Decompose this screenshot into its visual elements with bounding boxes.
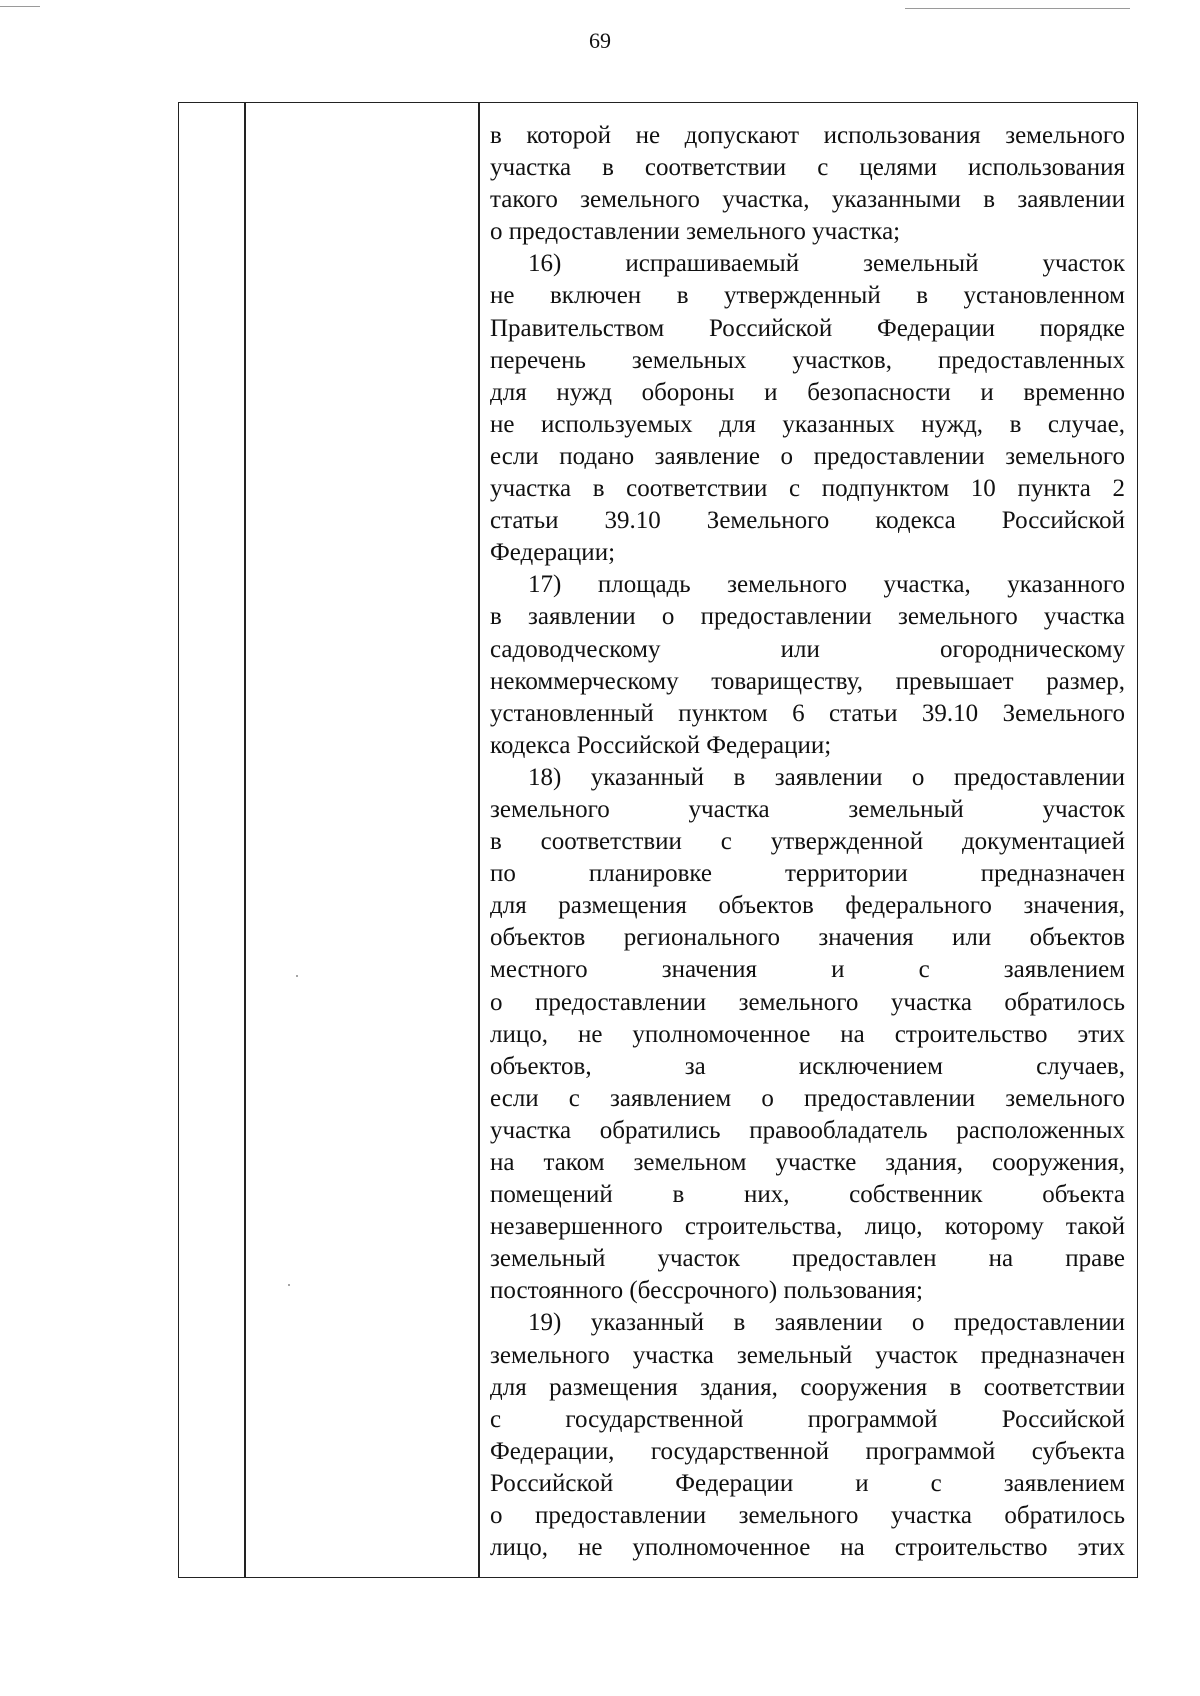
text-line: земельного участка земельный участок (490, 795, 1125, 823)
text-line: помещений в них, собственник объекта (490, 1181, 1125, 1209)
text-line: участка обратились правообладатель расположенных (490, 1116, 1125, 1144)
text-line: участка в соответствии с целями использования (490, 154, 1125, 182)
text-line: садоводческому или огородническому (490, 635, 1125, 663)
table-cell-text (490, 120, 1125, 1564)
text-line: по планировке территории предназначен (490, 860, 1125, 888)
text-line: не используемых для указанных нужд, в случае, (490, 410, 1125, 438)
text-line: не включен в утвержденный в установленном (490, 282, 1125, 310)
scan-artifact-top-right (905, 8, 1130, 9)
text-line: для размещения здания, сооружения в соответствии (490, 1373, 1125, 1401)
text-line: земельного участка земельный участок предназначен (490, 1341, 1125, 1369)
text-line: на таком земельном участке здания, сооружения, (490, 1149, 1125, 1176)
text-line: местного значения и с заявлением (490, 956, 1125, 984)
text-line: кодекса Российской Федерации; (490, 731, 832, 759)
text-line: Федерации, государственной программой субъекта (490, 1437, 1125, 1465)
scan-speck (296, 975, 298, 977)
text-line: лицо, не уполномоченное на строительство этих (490, 1534, 1125, 1562)
text-line: объектов регионального значения или объектов (490, 924, 1125, 952)
text-line: для нужд обороны и безопасности и временно (490, 378, 1125, 406)
text-line: если с заявлением о предоставлении земельного (490, 1084, 1125, 1112)
text-line: земельный участок предоставлен на праве (490, 1245, 1125, 1273)
text-line: такого земельного участка, указанными в заявлении (490, 186, 1125, 214)
text-line: о предоставлении земельного участка обратилось (490, 1502, 1125, 1530)
text-line: объектов, за исключением случаев, (490, 1052, 1125, 1080)
text-line: в заявлении о предоставлении земельного участка (490, 603, 1125, 631)
text-line: установленный пунктом 6 статьи 39.10 Земельного (490, 699, 1125, 727)
paragraph-18 (490, 762, 1125, 1308)
paragraph-15-tail (490, 120, 1125, 248)
text-line: 18) указанный в заявлении о предоставлении (528, 763, 1125, 791)
text-line: участка в соответствии с подпунктом 10 пункта 2 (490, 475, 1125, 503)
column-divider-2 (478, 102, 480, 1578)
text-line: незавершенного строительства, лицо, которому такой (490, 1213, 1125, 1241)
text-line: о предоставлении земельного участка; (490, 218, 901, 246)
paragraph-19 (490, 1307, 1125, 1564)
text-line: в которой не допускают использования земельного (490, 122, 1125, 149)
text-line: о предоставлении земельного участка обратилось (490, 988, 1125, 1016)
page-number: 69 (589, 28, 611, 53)
text-line: перечень земельных участков, предоставленных (490, 346, 1125, 374)
paragraph-17 (490, 569, 1125, 762)
text-line: лицо, не уполномоченное на строительство этих (490, 1020, 1125, 1048)
column-divider-1 (244, 102, 246, 1578)
paragraph-16 (490, 248, 1125, 569)
scan-speck (288, 1284, 290, 1286)
text-line: в соответствии с утвержденной документацией (490, 828, 1125, 856)
text-line: с государственной программой Российской (490, 1405, 1125, 1433)
text-line: 16) испрашиваемый земельный участок (528, 250, 1125, 278)
text-line: 19) указанный в заявлении о предоставлении (528, 1309, 1125, 1337)
scan-artifact-top-left (0, 6, 40, 7)
text-line: Российской Федерации и с заявлением (490, 1469, 1125, 1497)
text-line: Федерации; (490, 539, 616, 567)
text-line: если подано заявление о предоставлении земельного (490, 442, 1125, 470)
text-line: Правительством Российской Федерации порядке (490, 314, 1125, 342)
text-line: для размещения объектов федерального значения, (490, 892, 1125, 920)
text-line: постоянного (бессрочного) пользования; (490, 1277, 923, 1305)
text-line: 17) площадь земельного участка, указанного (528, 571, 1125, 599)
text-line: статьи 39.10 Земельного кодекса Российской (490, 507, 1125, 535)
text-line: некоммерческому товариществу, превышает размер, (490, 667, 1125, 695)
